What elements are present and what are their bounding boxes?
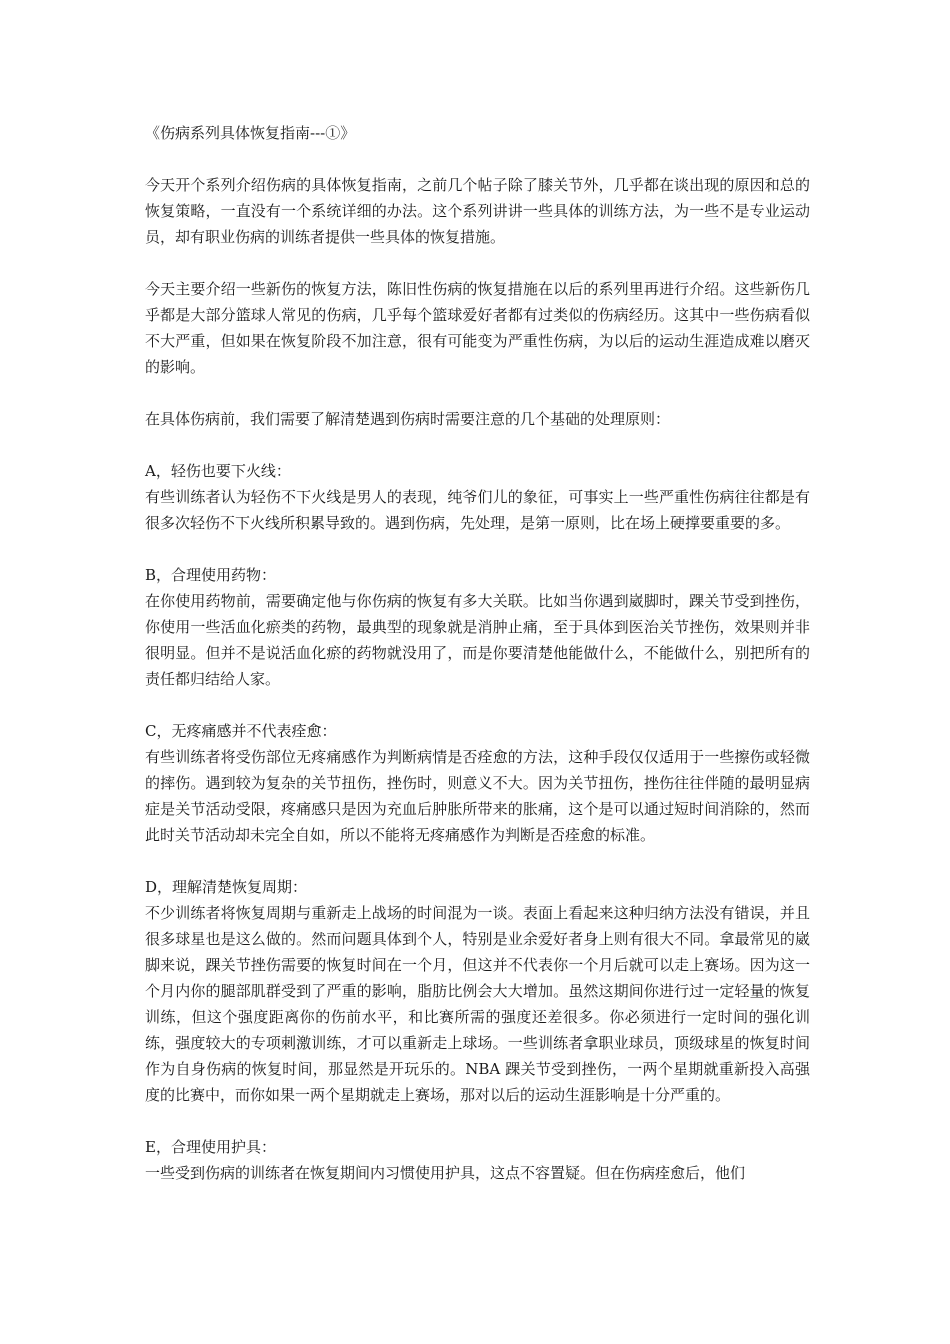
document-title: 《伤病系列具体恢复指南---①》	[145, 124, 356, 142]
intro-paragraph-1: 今天开个系列介绍伤病的具体恢复指南，之前几个帖子除了膝关节外，几乎都在谈出现的原因和总的恢复策略，一直没有一个系统详细的办法。这个系列讲讲一些具体的训练方法，为一些不是专业运动员，却有职业伤病的训练者提供一些具体的恢复措施。	[145, 176, 810, 246]
section-heading: A，轻伤也要下火线：	[145, 462, 291, 480]
section-heading: D，理解清楚恢复周期：	[145, 878, 308, 896]
section-b	[145, 562, 810, 692]
intro-paragraph-2: 今天主要介绍一些新伤的恢复方法，陈旧性伤病的恢复措施在以后的系列里再进行介绍。这些新伤几乎都是大部分篮球人常见的伤病，几乎每个篮球爱好者都有过类似的伤病经历。这其中一些伤病看似不大严重，但如果在恢复阶段不加注意，很有可能变为严重性伤病，为以后的运动生涯造成难以磨灭的影响。	[145, 280, 810, 376]
section-body: 不少训练者将恢复周期与重新走上战场的时间混为一谈。表面上看起来这种归纳方法没有错误，并且很多球星也是这么做的。然而问题具体到个人，特别是业余爱好者身上则有很大不同。拿最常见的崴脚来说，踝关节挫伤需要的恢复时间在一个月，但这并不代表你一个月后就可以走上赛场。因为这一个月内你的腿部肌群受到了严重的影响，脂肪比例会大大增加。虽然这期间你进行过一定轻量的恢复训练，但这个强度距离你的伤前水平，和比赛所需的强度还差很多。你必须进行一定时间的强化训练，强度较大的专项刺激训练，才可以重新走上球场。一些训练者拿职业球员，顶级球星的恢复时间作为自身伤病的恢复时间，那显然是开玩乐的。NBA 踝关节受到挫伤，一两个星期就重新投入高强度的比赛中，而你如果一两个星期就走上赛场，那对以后的运动生涯影响是十分严重的。	[145, 904, 810, 1104]
section-heading: B，合理使用药物：	[145, 566, 277, 584]
section-e	[145, 1134, 810, 1186]
section-c	[145, 718, 810, 848]
intro-paragraph-3: 在具体伤病前，我们需要了解清楚遇到伤病时需要注意的几个基础的处理原则：	[145, 410, 671, 428]
section-d	[145, 874, 810, 1108]
section-body: 在你使用药物前，需要确定他与你伤病的恢复有多大关联。比如当你遇到崴脚时，踝关节受到挫伤，你使用一些活血化瘀类的药物，最典型的现象就是消肿止痛，至于具体到医治关节挫伤，效果则并非很明显。但并不是说活血化瘀的药物就没用了，而是你要清楚他能做什么，不能做什么，别把所有的责任都归结给人家。	[145, 592, 810, 688]
document-page	[145, 120, 810, 1212]
section-body: 有些训练者认为轻伤不下火线是男人的表现，纯爷们儿的象征，可事实上一些严重性伤病往往都是有很多次轻伤不下火线所积累导致的。遇到伤病，先处理，是第一原则，比在场上硬撑要重要的多。	[145, 488, 810, 532]
section-heading: C，无疼痛感并不代表痊愈：	[145, 722, 337, 740]
section-body: 一些受到伤病的训练者在恢复期间内习惯使用护具，这点不容置疑。但在伤病痊愈后，他们	[145, 1164, 746, 1182]
section-heading: E，合理使用护具：	[145, 1138, 276, 1156]
section-a	[145, 458, 810, 536]
section-body: 有些训练者将受伤部位无疼痛感作为判断病情是否痊愈的方法，这种手段仅仅适用于一些擦伤或轻微的摔伤。遇到较为复杂的关节扭伤，挫伤时，则意义不大。因为关节扭伤，挫伤往往伴随的最明显病症是关节活动受限，疼痛感只是因为充血后肿胀所带来的胀痛，这个是可以通过短时间消除的，然而此时关节活动却未完全自如，所以不能将无疼痛感作为判断是否痊愈的标准。	[145, 748, 810, 844]
